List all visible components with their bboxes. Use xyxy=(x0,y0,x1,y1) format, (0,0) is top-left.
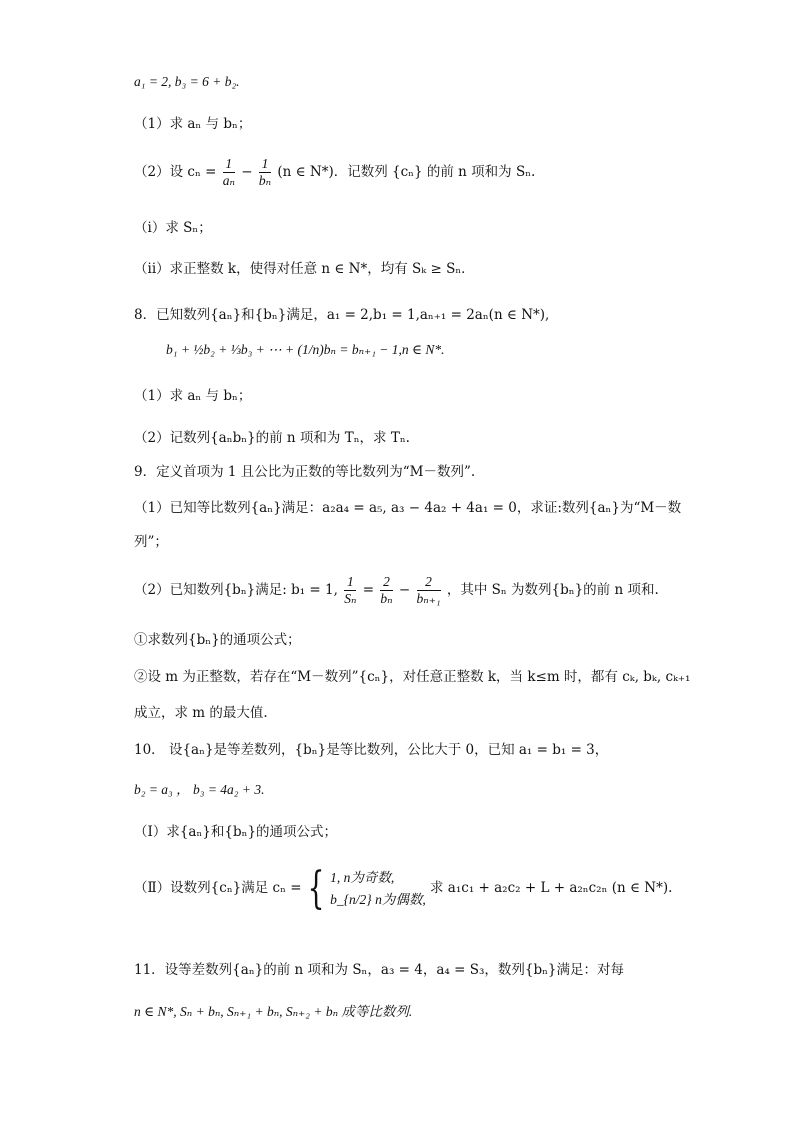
q10-case-odd: 1, n为奇数, xyxy=(330,869,395,885)
q7-part2-suffix: (n ∈ N*)．记数列 {cₙ} 的前 n 项和为 Sₙ. xyxy=(277,164,536,180)
q10-part1-text: （Ⅰ）求{aₙ}和{bₙ}的通项公式； xyxy=(134,824,338,840)
q10-condition xyxy=(134,780,264,800)
q7-fraction-2-den: bₙ xyxy=(258,173,272,188)
q9-fraction-2-den: bₙ xyxy=(380,591,393,606)
q9-fraction-1-num: 1 xyxy=(344,574,356,591)
q9-fraction-3-num: 2 xyxy=(417,574,441,591)
q9-fraction-2 xyxy=(380,574,392,607)
q8-part1-text: （1）求 aₙ 与 bₙ； xyxy=(134,388,252,404)
q7-part1-text: （1）求 aₙ 与 bₙ； xyxy=(134,116,252,132)
q11-statement-text: 11．设等差数列{aₙ}的前 n 项和为 Sₙ，a₃ = 4，a₄ = S₃，数列{bₙ}满足：对每 xyxy=(134,962,625,978)
q9-sub1-text: ①求数列{bₙ}的通项公式； xyxy=(134,632,301,648)
q9-fraction-2-num: 2 xyxy=(380,574,392,591)
q9-fraction-3-den: bₙ₊₁ xyxy=(416,591,441,606)
q9-part1-text-b: 列”； xyxy=(134,534,168,550)
q8-condition xyxy=(166,340,445,360)
q10-piecewise xyxy=(330,867,426,911)
q9-fraction-1 xyxy=(344,574,356,607)
q9-sub2-text-a: ②设 m 为正整数，若存在“M－数列”{cₙ}，对任意正整数 k，当 k≤m 时，都有 cₖ, bₖ, cₖ₊₁ xyxy=(134,669,691,685)
q7-part1 xyxy=(134,114,251,134)
q8-part2-text: （2）记数列{aₙbₙ}的前 n 项和为 Tₙ，求 Tₙ. xyxy=(134,430,410,446)
q7-fraction-1-den: aₙ xyxy=(222,173,235,188)
q9-sub2-line2 xyxy=(134,703,268,723)
q9-equals: = xyxy=(362,582,375,598)
q8-part1 xyxy=(134,386,251,406)
q10-case-even: b_{n/2} n为偶数, xyxy=(330,891,426,907)
q7-given-text: a₁ = 2, b₃ = 6 + b₂. xyxy=(134,74,240,89)
q10-part2-suffix: 求 a₁c₁ + a₂c₂ + L + a₂ₙc₂ₙ (n ∈ N*). xyxy=(430,880,673,896)
q8-part2 xyxy=(134,428,410,448)
q9-part2 xyxy=(134,573,659,607)
q9-part1-text-a: （1）已知等比数列{aₙ}满足：a₂a₄ = a₅, a₃ − 4a₂ + 4a₁ = 0，求证:数列{aₙ}为“M－数 xyxy=(134,500,682,516)
q7-sub-ii xyxy=(134,259,475,279)
q9-part1-line2 xyxy=(134,532,168,552)
q8-condition-text: b₁ + ½b₂ + ⅓b₃ + ⋯ + (1/n)bₙ = bₙ₊₁ − 1,n ∈ N*. xyxy=(166,342,445,357)
q10-statement xyxy=(134,740,608,760)
q10-part2 xyxy=(134,862,672,914)
left-brace-icon: { xyxy=(307,862,325,914)
q7-fraction-1 xyxy=(223,156,235,189)
q7-fraction-2-num: 1 xyxy=(259,156,271,173)
q10-statement-text: 10． 设{aₙ}是等差数列，{bₙ}是等比数列，公比大于 0，已知 a₁ = b₁ = 3， xyxy=(134,742,609,758)
q11-condition-text: n ∈ N*, Sₙ + bₙ, Sₙ₊₁ + bₙ, Sₙ₊₂ + bₙ 成等比数列. xyxy=(134,1004,413,1019)
q7-fraction-1-num: 1 xyxy=(223,156,235,173)
q9-fraction-3 xyxy=(417,574,441,607)
q8-statement xyxy=(134,305,549,325)
q8-statement-text: 8．已知数列{aₙ}和{bₙ}满足，a₁ = 2,b₁ = 1,aₙ₊₁ = 2aₙ(n ∈ N*), xyxy=(134,307,550,323)
q11-condition xyxy=(134,1002,412,1022)
q7-part2-prefix: （2）设 cₙ = xyxy=(134,164,217,180)
q7-given-line xyxy=(134,72,240,92)
q7-fraction-2 xyxy=(259,156,271,189)
q9-minus: − xyxy=(398,582,411,598)
q9-definition xyxy=(134,462,475,482)
q9-part2-prefix: （2）已知数列{bₙ}满足: b₁ = 1, xyxy=(134,582,338,598)
q10-part2-prefix: （Ⅱ）设数列{cₙ}满足 cₙ = xyxy=(134,880,302,896)
q7-sub-i xyxy=(134,218,212,238)
q7-part2 xyxy=(134,155,535,189)
q7-sub-i-text: （i）求 Sₙ； xyxy=(134,220,212,236)
q10-part1 xyxy=(134,822,337,842)
q11-statement xyxy=(134,960,624,980)
q9-definition-text: 9．定义首项为 1 且公比为正数的等比数列为“M－数列”. xyxy=(134,464,476,480)
q9-part2-suffix: ，其中 Sₙ 为数列{bₙ}的前 n 项和. xyxy=(446,582,659,598)
q10-condition-text: b₂ = a₃ ， b₃ = 4a₂ + 3. xyxy=(134,782,265,797)
q9-fraction-1-den: Sₙ xyxy=(344,591,357,606)
q9-part1-line1 xyxy=(134,498,681,518)
q9-sub1 xyxy=(134,630,301,650)
q7-minus: − xyxy=(241,164,253,180)
q9-sub2-text-b: 成立，求 m 的最大值. xyxy=(134,705,268,721)
q9-sub2-line1 xyxy=(134,667,690,687)
q7-sub-ii-text: （ii）求正整数 k，使得对任意 n ∈ N*，均有 Sₖ ≥ Sₙ． xyxy=(134,261,475,277)
